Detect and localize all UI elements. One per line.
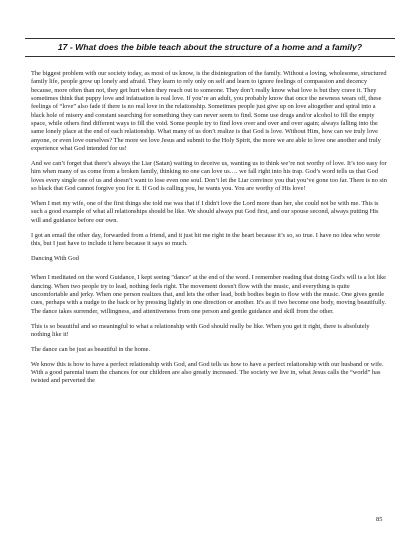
subheading-dancing-with-god: Dancing With God: [31, 254, 79, 262]
paragraph: I got an email the other day, forwarded from a friend, and it just hit me right in the heart because it’s so, so true. I have no idea who wrote this, but I just have to include it here because it says so much.: [31, 231, 381, 247]
paragraph: When I met my wife, one of the first things she told me was that if I didn't love the Lord more than her, she could not be with me. This is such a good example of what all relationships should be like. We should always put God first, and our spouse second, always putting His will and guidance before our own.: [31, 200, 379, 224]
paragraph: The dance can be just as beautiful in the home.: [31, 345, 151, 353]
section-heading: 17 - What does the bible teach about the structure of a home and a family?: [25, 38, 395, 57]
paragraph: When I meditated on the word Guidance, I kept seeing "dance" at the end of the word. I remember reading that doing God's will is a lot like dancing. When two people try to lead, nothing feels right. The movement doesn't flow with the music, and everything is quite uncomfortable and jerky. When one person realizes that, and lets the other lead, both bodies begin to flow with the music. One gives gentle cues, perhaps with a nudge to the back or by pressing lightly in one direction or another. It's as if two become one body, moving beautifully. The dance takes surrender, willingness, and attentiveness from one person and gentle guidance and skill from the other.: [31, 274, 386, 315]
page-number: 85: [376, 516, 383, 523]
paragraph: The biggest problem with our society today, as most of us know, is the disintegration of the family. Without a loving, wholesome, structured family life, people grow up lonely and afraid. They learn to rely only on self and learn to ignore feelings of compassion and decency because, more often than not, they get hurt when they reach out to someone. They don’t really know what love is but they crave it. They sometimes think that puppy love and infatuation is real love. If you’re an adult, you probably know that once the newness wears off, these feelings of “love” also fade if there is no real love in the relationship. Sometimes people just give up on love altogether and spiral into a black hole of misery and constant searching for something they can never seem to find. Some use drugs and/or alcohol to fill the empty space, while others find different ways to fill the void. Some people try to find love over and over and over again; always falling into the same lonely place at the end of each relationship. What many of us don’t realize is that God is love. Without Him, how can we truly love anyone, or even love ourselves? The more we love Jesus and submit to the Holy Spirit, the more we are able to love one another and truly experience what God intended for us!: [31, 70, 387, 153]
paragraph: And we can’t forget that there’s always the Liar (Satan) waiting to deceive us, wanting us to think we’re not worthy of love. It’s too easy for him when many of us come from a broken family, thinking no one can love us…. we fall right into his trap. God’s word tells us that God loves every single one of us and doesn’t want to lose even one soul. Don’t let the Liar convince you that you’ve gone too far. There is no sin so black that God cannot forgive you for it. If God is calling you, he wants you. You are worthy of His love!: [31, 160, 387, 193]
paragraph: We know this is how to have a perfect relationship with God, and God tells us how to have a perfect relationship with our husband or wife. With a good parental team the chances for our children are also greatly increased. The society we live in, what Jesus calls the “world” has twisted and perverted the: [31, 360, 384, 385]
body-text: [31, 70, 387, 392]
paragraph: This is so beautiful and so meaningful to what a relationship with God should really be like. When you get it right, there is absolutely nothing like it!: [31, 322, 370, 338]
